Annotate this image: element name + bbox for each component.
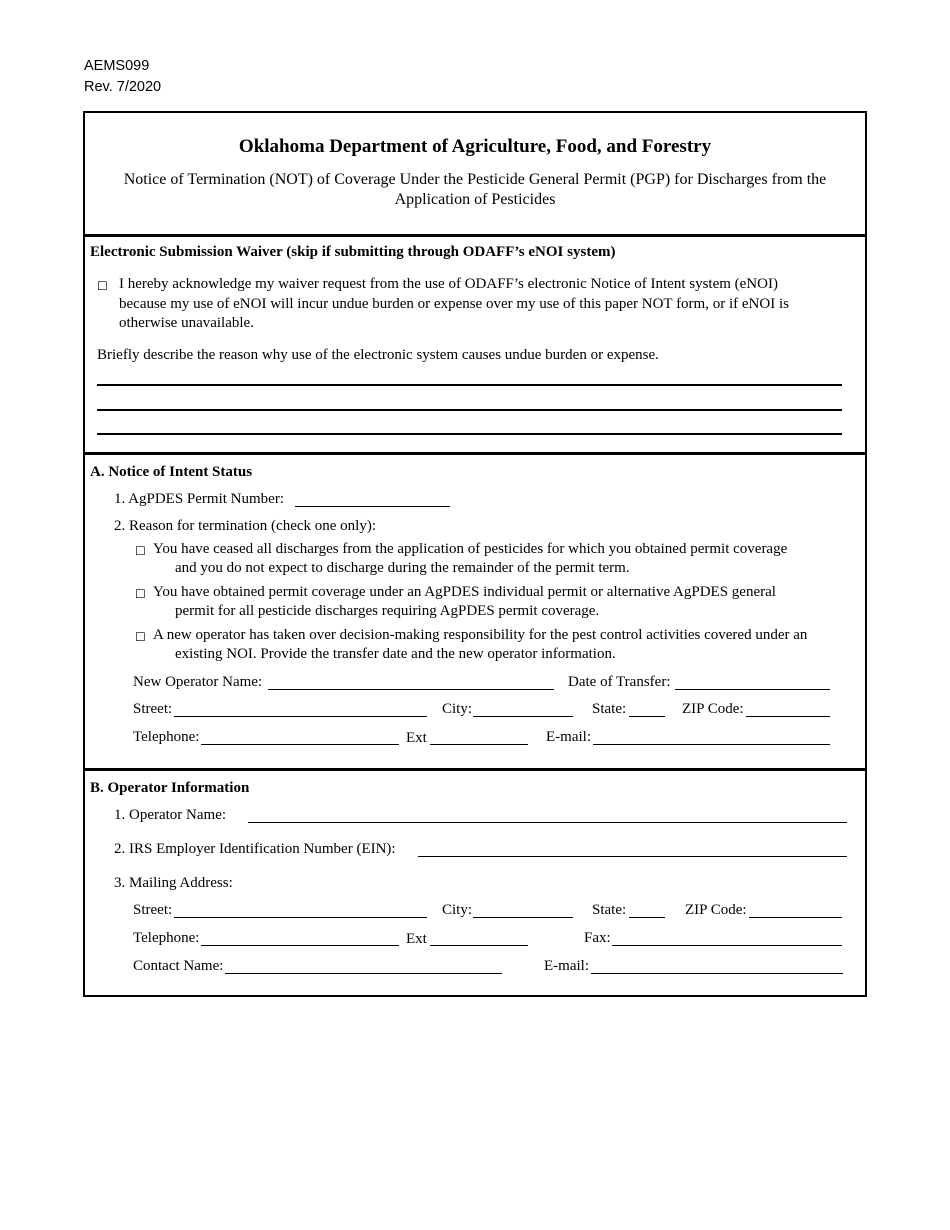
waiver-describe-prompt: Briefly describe the reason why use of the electronic system causes undue burden or expense.	[97, 347, 659, 363]
a-telephone-field[interactable]	[201, 744, 399, 745]
section-a-heading: A. Notice of Intent Status	[90, 464, 253, 480]
b-state-field[interactable]	[629, 917, 665, 918]
waiver-ack-line-3: otherwise unavailable.	[119, 315, 254, 331]
reason-other-permit-line-1: You have obtained permit coverage under an AgPDES individual permit or alternative AgPDES general	[153, 584, 776, 600]
b-city-field[interactable]	[473, 917, 573, 918]
mailing-address-label: 3. Mailing Address:	[114, 875, 233, 891]
b-email-field[interactable]	[591, 973, 843, 974]
b-ext-label: Ext	[406, 931, 427, 947]
b-street-label: Street:	[133, 902, 173, 918]
new-operator-name-field[interactable]	[268, 689, 554, 690]
form-identifier	[84, 56, 161, 98]
reason-other-permit-checkbox[interactable]: ☐	[135, 587, 146, 601]
waiver-ack-line-1: I hereby acknowledge my waiver request from the use of ODAFF’s electronic Notice of Intent system (eNOI)	[119, 276, 778, 292]
waiver-reason-line-2[interactable]	[97, 409, 842, 411]
a-city-field[interactable]	[473, 716, 573, 717]
b-ext-field[interactable]	[430, 945, 528, 946]
permit-number-field[interactable]	[295, 506, 450, 507]
a-street-field[interactable]	[174, 716, 427, 717]
form-id: AEMS099	[84, 58, 150, 74]
b-fax-label: Fax:	[584, 930, 611, 946]
a-email-field[interactable]	[593, 744, 830, 745]
a-zip-label: ZIP Code:	[682, 701, 744, 717]
operator-name-label: 1. Operator Name:	[114, 807, 227, 823]
waiver-reason-line-3[interactable]	[97, 433, 842, 435]
b-street-field[interactable]	[174, 917, 427, 918]
a-city-label: City:	[442, 701, 473, 717]
reason-new-operator-checkbox[interactable]: ☐	[135, 630, 146, 644]
form-revision: Rev. 7/2020	[84, 79, 162, 95]
reason-new-operator-line-1: A new operator has taken over decision-making responsibility for the pest control activities covered under an	[153, 627, 808, 643]
reason-ceased-checkbox[interactable]: ☐	[135, 544, 146, 558]
new-operator-name-label: New Operator Name:	[133, 674, 263, 690]
a-ext-label: Ext	[406, 730, 427, 746]
section-b-heading: B. Operator Information	[90, 780, 250, 796]
form-subtitle: Notice of Termination (NOT) of Coverage Under the Pesticide General Permit (PGP) for Discharges from the Application of Pesticides	[123, 171, 827, 208]
waiver-heading: Electronic Submission Waiver (skip if submitting through ODAFF’s eNOI system)	[90, 244, 616, 260]
b-fax-field[interactable]	[612, 945, 842, 946]
a-telephone-label: Telephone:	[133, 729, 200, 745]
b-email-label: E-mail:	[544, 958, 589, 974]
permit-number-label: 1. AgPDES Permit Number:	[114, 491, 285, 507]
termination-form	[83, 111, 867, 997]
operator-name-field[interactable]	[248, 822, 847, 823]
contact-name-field[interactable]	[225, 973, 502, 974]
a-state-field[interactable]	[629, 716, 665, 717]
b-telephone-field[interactable]	[201, 945, 399, 946]
waiver-ack-line-2: because my use of eNOI will incur undue burden or expense over my use of this paper NOT form, or if eNOI is	[119, 296, 789, 312]
waiver-checkbox[interactable]: ☐	[97, 279, 108, 293]
reason-ceased-line-2: and you do not expect to discharge during the remainder of the permit term.	[175, 560, 630, 576]
a-street-label: Street:	[133, 701, 173, 717]
date-of-transfer-field[interactable]	[675, 689, 830, 690]
reason-new-operator-line-2: existing NOI. Provide the transfer date and the new operator information.	[175, 646, 616, 662]
reason-other-permit-line-2: permit for all pesticide discharges requiring AgPDES permit coverage.	[175, 603, 600, 619]
ein-label: 2. IRS Employer Identification Number (EIN):	[114, 841, 396, 857]
ein-field[interactable]	[418, 856, 847, 857]
reason-ceased-line-1: You have ceased all discharges from the application of pesticides for which you obtained permit coverage	[153, 541, 788, 557]
contact-name-label: Contact Name:	[133, 958, 224, 974]
a-email-label: E-mail:	[546, 729, 591, 745]
a-zip-field[interactable]	[746, 716, 830, 717]
section-b-operator-information	[85, 768, 865, 998]
b-state-label: State:	[592, 902, 627, 918]
b-telephone-label: Telephone:	[133, 930, 200, 946]
waiver-section	[85, 234, 865, 452]
a-state-label: State:	[592, 701, 627, 717]
b-zip-field[interactable]	[749, 917, 842, 918]
agency-title: Oklahoma Department of Agriculture, Food, and Forestry	[238, 136, 712, 157]
date-of-transfer-label: Date of Transfer:	[568, 674, 671, 690]
b-city-label: City:	[442, 902, 473, 918]
termination-reason-label: 2. Reason for termination (check one only):	[114, 518, 377, 534]
b-zip-label: ZIP Code:	[685, 902, 747, 918]
section-a-notice-of-intent-status	[85, 452, 865, 768]
a-ext-field[interactable]	[430, 744, 528, 745]
waiver-reason-line-1[interactable]	[97, 384, 842, 386]
